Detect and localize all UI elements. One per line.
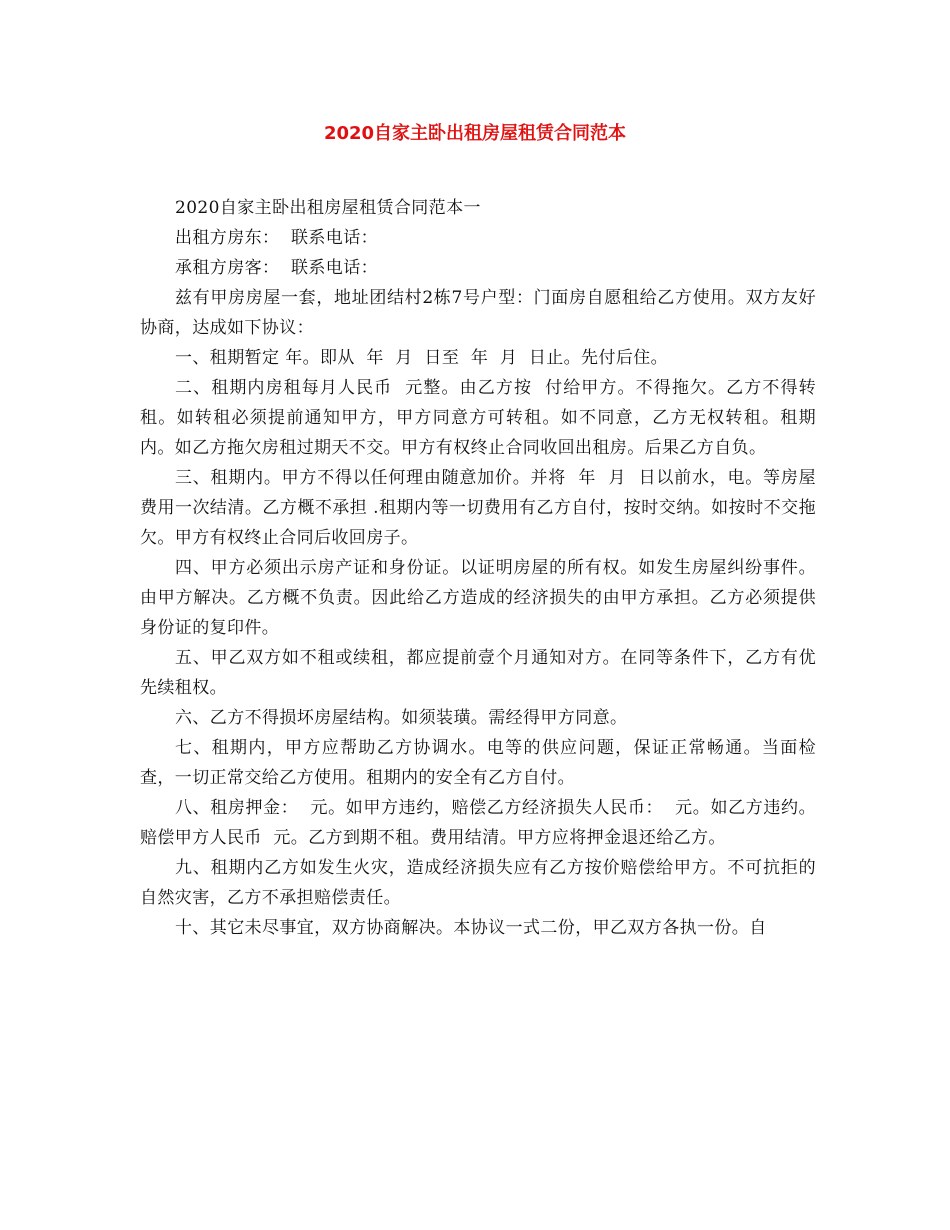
clause-1: 一、租期暂定 年。即从 年 月 日至 年 月 日止。先付后住。 — [175, 348, 669, 368]
paragraph-heading: 2020自家主卧出租房屋租赁合同范本一 — [175, 198, 481, 218]
clause-8: 八、租房押金： 元。如甲方违约，赔偿乙方经济损失人民币： 元。如乙方违约。赔偿甲方人民币 元。乙方到期不租。费用结清。甲方应将押金退还给乙方。 — [140, 798, 816, 848]
paragraph-landlord: 出租方房东： 联系电话： — [175, 228, 379, 248]
clause-9: 九、租期内乙方如发生火灾，造成经济损失应有乙方按价赔偿给甲方。不可抗拒的自然灾害，乙方不承担赔偿责任。 — [140, 858, 816, 908]
clause-4: 四、甲方必须出示房产证和身份证。以证明房屋的所有权。如发生房屋纠纷事件。由甲方解决。乙方概不负责。因此给乙方造成的经济损失的由甲方承担。乙方必须提供身份证的复印件。 — [140, 558, 816, 638]
paragraph-intro: 兹有甲房房屋一套，地址团结村2栋7号户型：门面房自愿租给乙方使用。双方友好协商，达成如下协议： — [140, 288, 816, 338]
clause-10: 十、其它未尽事宜，双方协商解决。本协议一式二份，甲乙双方各执一份。自 — [175, 918, 767, 938]
clause-3: 三、租期内。甲方不得以任何理由随意加价。并将 年 月 日以前水，电。等房屋费用一次结清。乙方概不承担 .租期内等一切费用有乙方自付，按时交纳。如按时不交拖欠。甲方有权终止合同后收回房子。 — [140, 468, 816, 548]
clause-6: 六、乙方不得损坏房屋结构。如须装璜。需经得甲方同意。 — [175, 708, 628, 728]
document-title: 2020自家主卧出租房屋租赁合同范本 — [323, 123, 627, 144]
clause-7: 七、租期内，甲方应帮助乙方协调水。电等的供应问题，保证正常畅通。当面检查，一切正常交给乙方使用。租期内的安全有乙方自付。 — [140, 738, 816, 788]
clause-2: 二、租期内房租每月人民币 元整。由乙方按 付给甲方。不得拖欠。乙方不得转租。如转租必须提前通知甲方，甲方同意方可转租。如不同意，乙方无权转租。租期内。如乙方拖欠房租过期天不交。甲方有权终止合同收回出租房。后果乙方自负。 — [140, 378, 816, 458]
clause-5: 五、甲乙双方如不租或续租，都应提前壹个月通知对方。在同等条件下，乙方有优先续租权。 — [140, 648, 816, 698]
paragraph-tenant: 承租方房客： 联系电话： — [175, 258, 379, 278]
document-body — [140, 193, 816, 943]
